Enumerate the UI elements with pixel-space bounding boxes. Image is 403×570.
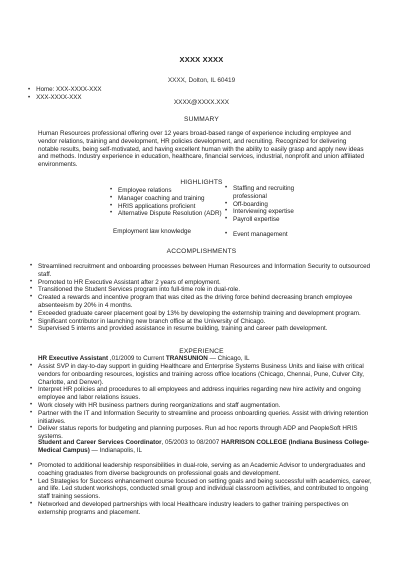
job-location: — Indianapolis, IL: [89, 446, 142, 454]
highlights-right-extra: [225, 231, 325, 239]
job-company: TRANSUNION: [165, 355, 208, 362]
list-item: • Work closely with HR business partners during reorganizations and staff augmentation.: [30, 402, 375, 410]
list-item: • Interpret HR policies and procedures to all employees and address inquiries regarding new hire activity and ongoing employee and labor relations issues.: [30, 386, 375, 402]
highlights-right-list: [225, 185, 325, 224]
job-2-duties: [30, 462, 375, 517]
experience-title: EXPERIENCE: [179, 348, 224, 355]
phone-mobile: • XXX-XXXX-XXX: [28, 94, 101, 102]
highlights-left-list: [110, 187, 222, 218]
list-item: • Supervised 5 interns and provided assistance in resume building, training and career path development.: [30, 325, 375, 333]
list-item: • Payroll expertise: [225, 216, 325, 224]
highlight-extra-left: Employment law knowledge: [113, 228, 192, 235]
list-item: • Employee relations: [110, 187, 222, 195]
job-header-2: [38, 439, 383, 455]
list-item: • Networked and developed partnerships with local Healthcare industry leaders to gather training perspectives on externship programs and placement.: [30, 501, 375, 517]
list-item: • HRIS applications proficient: [110, 203, 222, 211]
list-item: • Manager coaching and training: [110, 195, 222, 203]
list-item: • Led Strategies for Success enhancement course focused on setting goals and being successful with academics, career, and life. Led student workshops, conducted small group and individual classroom activities, and contributed to ongoing staff training sessions.: [30, 478, 375, 501]
job-header-1: [38, 355, 383, 363]
list-item: • Assist SVP in day-to-day support in guiding Healthcare and Enterprise Systems Business Units and liaise with critical vendors for onboarding resources, logistics and training across office locations (Chicago, Chennai, Pune, Culver City, Charlotte, and Denver).: [30, 363, 375, 386]
list-item: • Event management: [225, 231, 325, 239]
summary-title: SUMMARY: [184, 116, 219, 123]
list-item: • Off-boarding: [225, 201, 325, 209]
email: XXXX@XXXX.XXX: [173, 99, 230, 106]
job-1-duties: [30, 363, 375, 441]
job-role: Student and Career Services Coordinator: [38, 439, 162, 446]
list-item: • Promoted to additional leadership responsibilities in dual-role, serving as an Academic Advisor to undergraduates and coaching graduates from diverse backgrounds on professional goals and development.: [30, 462, 375, 478]
address: XXXX, Dolton, IL 60419: [167, 77, 236, 84]
list-item: • Promoted to HR Executive Assistant after 2 years of employment.: [30, 279, 375, 287]
list-item: • Transitioned the Student Services program into full-time role in dual-role.: [30, 286, 375, 294]
job-dates: , 05/2003 to 08/2007: [161, 439, 222, 446]
job-role: HR Executive Assistant: [38, 355, 109, 362]
accomplishments-title: ACCOMPLISHMENTS: [166, 248, 237, 255]
job-location: — Chicago, IL: [207, 355, 250, 362]
list-item: • Alternative Dispute Resolution (ADR): [110, 210, 222, 218]
highlights-title: HIGHLIGHTS: [180, 179, 223, 186]
list-item: • Created a rewards and incentive program that was cited as the driving force behind decreasing branch employee absenteeism by 20% in 4 months.: [30, 294, 375, 310]
candidate-name: XXXX XXXX: [179, 55, 224, 64]
job-company: HARRISON COLLEGE (Indiana Business College-Medical Campus): [38, 439, 370, 454]
list-item: • Staffing and recruiting professional: [225, 185, 325, 201]
list-item: • Significant contributor in launching new branch office at the University of Chicago.: [30, 318, 375, 326]
summary-text: Human Resources professional offering over 12 years broad-based range of experience including employee and vendor relations, training and development, HR policies development, and recruiting. Recognized for delivering notable results, being self-motivated, and having excellent human with the ability to easily grasp and apply new ideas and methods. Industry experience in education, healthcare, financial services, industrial, nonprofit and union affiliated environments.: [38, 130, 365, 169]
list-item: • Deliver status reports for budgeting and planning purposes. Run ad hoc reports through ADP and PeopleSoft HRIS systems.: [30, 425, 375, 441]
phone-home: • Home: XXX-XXXX-XXX: [28, 86, 101, 94]
list-item: • Exceeded graduate career placement goal by 13% by developing the externship training and development program.: [30, 310, 375, 318]
list-item: • Partner with the IT and Information Security to streamline and process onboarding queries. Assist with driving retention initiatives.: [30, 410, 375, 426]
job-dates: ,01/2009 to Current: [108, 355, 166, 362]
list-item: • Streamlined recruitment and onboarding processes between Human Resources and Information Security to outsourced staff.: [30, 263, 375, 279]
list-item: • Interviewing expertise: [225, 208, 325, 216]
accomplishments-list: [30, 263, 375, 333]
